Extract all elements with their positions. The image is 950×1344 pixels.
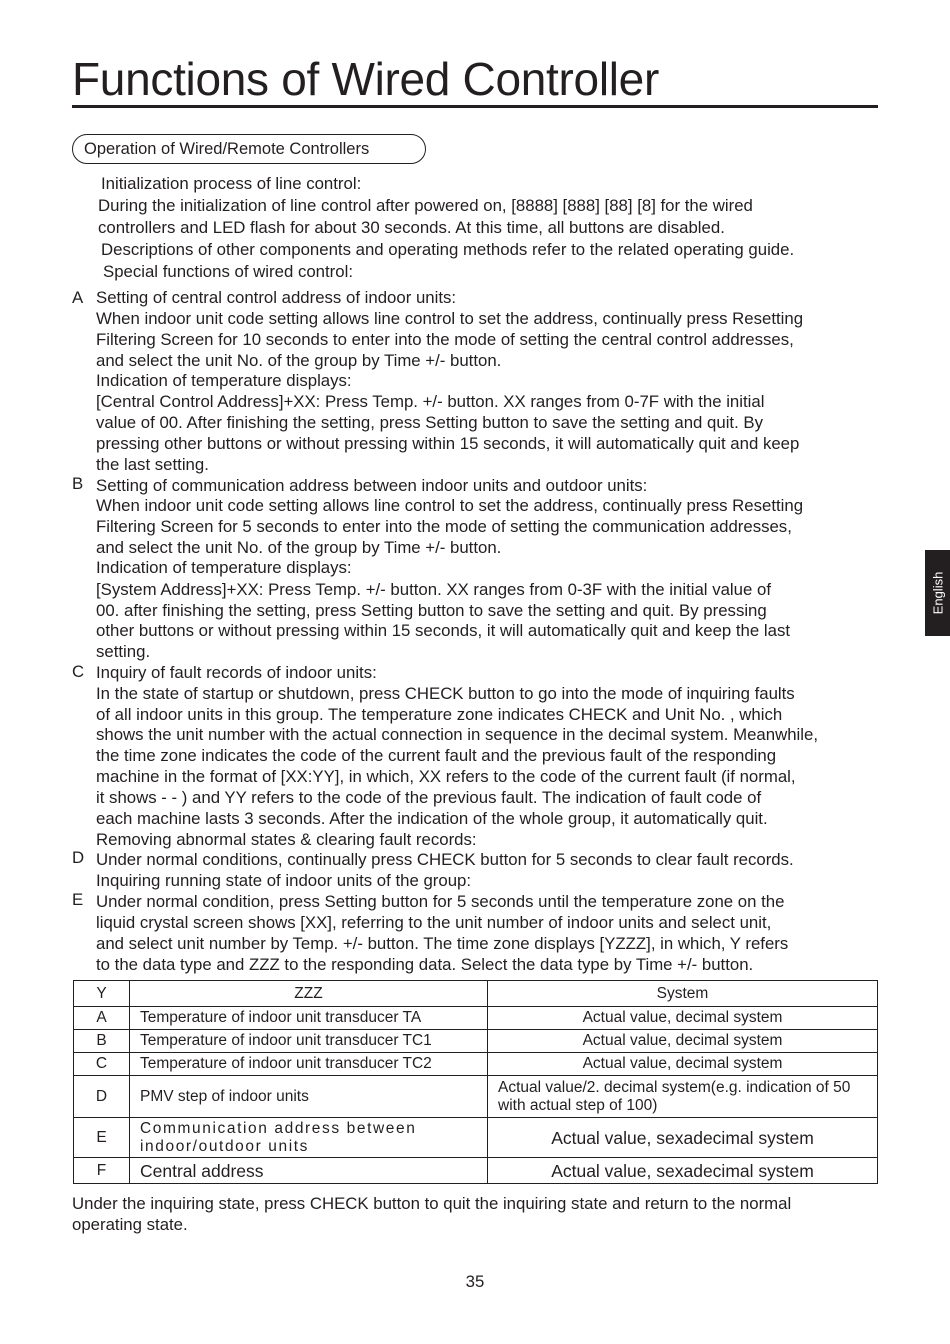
item-c-line: machine in the format of [XX:YY], in which, XX refers to the code of the current fault (if normal, (96, 767, 796, 786)
table-row (74, 1007, 878, 1030)
item-c-line: In the state of startup or shutdown, press CHECK button to go into the mode of inquiring faults (96, 684, 795, 703)
table-cell: B (74, 1030, 130, 1053)
item-e-line: liquid crystal screen shows [XX], referring to the unit number of indoor units and select unit, (96, 913, 772, 932)
footer-line: operating state. (72, 1215, 188, 1234)
table-cell: Temperature of indoor unit transducer TA (130, 1007, 488, 1030)
table-cell: Temperature of indoor unit transducer TC2 (130, 1053, 488, 1076)
page-title: Functions of Wired Controller (72, 53, 659, 105)
table-row (74, 1030, 878, 1053)
item-c-line: the time zone indicates the code of the current fault and the previous fault of the responding (96, 746, 777, 765)
item-d-line: Inquiring running state of indoor units of the group: (96, 871, 472, 890)
table-row (74, 1053, 878, 1076)
table-row (74, 1118, 878, 1158)
item-letter-e: E (72, 890, 84, 909)
table-cell: D (74, 1076, 130, 1118)
item-c-line: it shows - - ) and YY refers to the code of the previous fault. The indication of fault code of (96, 788, 762, 807)
language-tab (925, 550, 950, 636)
intro-line: controllers and LED flash for about 30 seconds. At this time, all buttons are disabled. (98, 218, 725, 237)
page-number: 35 (465, 1272, 485, 1291)
section-heading: Operation of Wired/Remote Controllers (72, 134, 426, 164)
table-cell: E (74, 1118, 130, 1158)
item-b-line: and select the unit No. of the group by Time +/- button. (96, 538, 502, 557)
item-b-line: Filtering Screen for 5 seconds to enter into the mode of setting the communication addresses, (96, 517, 792, 536)
table-cell: Actual value/2. decimal system(e.g. indication of 50 with actual step of 100) (488, 1076, 878, 1118)
item-b-line: Indication of temperature displays: (96, 558, 352, 577)
table-cell: Actual value, decimal system (488, 1030, 878, 1053)
table-cell: Communication address between indoor/outdoor units (130, 1118, 488, 1158)
item-a-line: pressing other buttons or without pressing within 15 seconds, it will automatically quit and keep (96, 434, 800, 453)
table-cell: Actual value, decimal system (488, 1053, 878, 1076)
intro-line: Special functions of wired control: (103, 262, 353, 281)
table-cell: Central address (130, 1158, 488, 1184)
item-letter-d: D (72, 848, 85, 867)
item-a-line: the last setting. (96, 455, 209, 474)
item-c-line: Inquiry of fault records of indoor units: (96, 663, 377, 682)
table-header-cell: System (488, 981, 878, 1007)
table-cell: PMV step of indoor units (130, 1076, 488, 1118)
table-cell: Actual value, decimal system (488, 1007, 878, 1030)
intro-line: Descriptions of other components and operating methods refer to the related operating guide. (101, 240, 795, 259)
table-cell: A (74, 1007, 130, 1030)
item-b-line: [System Address]+XX: Press Temp. +/- button. XX ranges from 0-3F with the initial value of (96, 580, 771, 599)
item-d-line: Under normal conditions, continually press CHECK button for 5 seconds to clear fault records. (96, 850, 794, 869)
intro-line: Initialization process of line control: (101, 174, 362, 193)
item-e-line: to the data type and ZZZ to the responding data. Select the data type by Time +/- button. (96, 955, 754, 974)
intro-line: During the initialization of line control after powered on, [8888] [888] [88] [8] for the wired (98, 196, 753, 215)
table-cell: Actual value, sexadecimal system (488, 1118, 878, 1158)
item-e-line: Under normal condition, press Setting button for 5 seconds until the temperature zone on the (96, 892, 785, 911)
table-cell: Actual value, sexadecimal system (488, 1158, 878, 1184)
item-a-line: Setting of central control address of indoor units: (96, 288, 457, 307)
item-b-line: 00. after finishing the setting, press Setting button to save the setting and quit. By pressing (96, 601, 767, 620)
item-letter-c: C (72, 662, 85, 681)
item-a-line: [Central Control Address]+XX: Press Temp. +/- button. XX ranges from 0-7F with the initial (96, 392, 765, 411)
item-b-line: setting. (96, 642, 151, 661)
item-c-line: of all indoor units in this group. The temperature zone indicates CHECK and Unit No. , which (96, 705, 783, 724)
item-c-line: Removing abnormal states & clearing fault records: (96, 830, 477, 849)
item-a-line: Indication of temperature displays: (96, 371, 352, 390)
item-b-line: When indoor unit code setting allows line control to set the address, continually press Resetting (96, 496, 804, 515)
item-a-line: When indoor unit code setting allows line control to set the address, continually press Resetting (96, 309, 804, 328)
table-row (74, 1158, 878, 1184)
title-divider (72, 105, 878, 108)
table-header-cell: ZZZ (130, 981, 488, 1007)
item-c-line: each machine lasts 3 seconds. After the indication of the whole group, it automatically quit. (96, 809, 768, 828)
item-c-line: shows the unit number with the actual connection in sequence in the decimal system. Meanwhile, (96, 725, 818, 744)
table-header-cell: Y (74, 981, 130, 1007)
item-a-line: Filtering Screen for 10 seconds to enter into the mode of setting the central control addresses, (96, 330, 794, 349)
footer-line: Under the inquiring state, press CHECK button to quit the inquiring state and return to the normal (72, 1194, 792, 1213)
table-cell: F (74, 1158, 130, 1184)
item-letter-b: B (72, 474, 84, 493)
item-b-line: other buttons or without pressing within 15 seconds, it will automatically quit and keep the last (96, 621, 791, 640)
table-cell: Temperature of indoor unit transducer TC1 (130, 1030, 488, 1053)
item-a-line: and select the unit No. of the group by Time +/- button. (96, 351, 502, 370)
table-row (74, 1076, 878, 1118)
table-header-row (74, 981, 878, 1007)
item-e-line: and select unit number by Temp. +/- button. The time zone displays [YZZZ], in which, Y refers (96, 934, 789, 953)
item-b-line: Setting of communication address between indoor units and outdoor units: (96, 476, 648, 495)
item-letter-a: A (72, 288, 84, 307)
table-cell: C (74, 1053, 130, 1076)
item-a-line: value of 00. After finishing the setting, press Setting button to save the setting and quit. By (96, 413, 764, 432)
language-tab-label: English (930, 571, 945, 615)
data-type-table (73, 980, 878, 1184)
